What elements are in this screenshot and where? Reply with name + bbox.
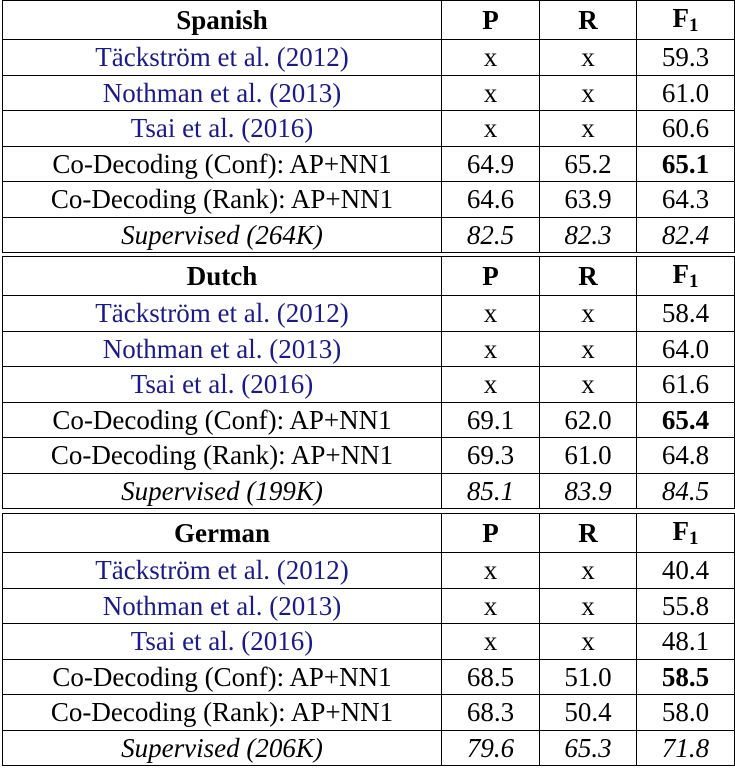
table-row — [3, 40, 735, 76]
precision-cell: x — [442, 296, 540, 332]
f1-header: F1 — [637, 1, 735, 40]
table-row — [3, 331, 735, 367]
f1-header: F1 — [637, 514, 735, 553]
f1-cell: 64.3 — [637, 182, 735, 218]
supervised-row — [3, 217, 735, 253]
precision-header: P — [442, 1, 540, 40]
method-cell: Co-Decoding (Rank): AP+NN1 — [3, 438, 442, 474]
table-row — [3, 111, 735, 147]
recall-cell: x — [540, 296, 637, 332]
table-row — [3, 402, 735, 438]
f1-cell: 82.4 — [637, 217, 735, 253]
precision-cell: 69.3 — [442, 438, 540, 474]
recall-header: R — [540, 257, 637, 296]
f1-best-cell: 65.4 — [637, 402, 735, 438]
precision-cell: 68.5 — [442, 659, 540, 695]
language-header: German — [3, 514, 442, 553]
method-cell: Nothman et al. (2013) — [3, 75, 442, 111]
recall-cell: 63.9 — [540, 182, 637, 218]
recall-cell: x — [540, 588, 637, 624]
f1-cell: 64.0 — [637, 331, 735, 367]
f1-cell: 84.5 — [637, 473, 735, 509]
f1-cell: 40.4 — [637, 553, 735, 589]
recall-cell: x — [540, 331, 637, 367]
method-cell: Co-Decoding (Conf): AP+NN1 — [3, 659, 442, 695]
recall-header: R — [540, 1, 637, 40]
method-cell: Co-Decoding (Rank): AP+NN1 — [3, 182, 442, 218]
recall-cell: 65.3 — [540, 730, 637, 766]
recall-cell: 65.2 — [540, 146, 637, 182]
table-row — [3, 367, 735, 403]
method-cell: Nothman et al. (2013) — [3, 588, 442, 624]
table-row — [3, 588, 735, 624]
method-cell: Co-Decoding (Conf): AP+NN1 — [3, 402, 442, 438]
precision-header: P — [442, 514, 540, 553]
recall-cell: x — [540, 367, 637, 403]
table-row — [3, 553, 735, 589]
recall-cell: x — [540, 553, 637, 589]
recall-cell: x — [540, 624, 637, 660]
method-cell: Supervised (264K) — [3, 217, 442, 253]
f1-cell: 71.8 — [637, 730, 735, 766]
f1-header: F1 — [637, 257, 735, 296]
precision-cell: x — [442, 367, 540, 403]
f1-cell: 64.8 — [637, 438, 735, 474]
recall-cell: 51.0 — [540, 659, 637, 695]
language-header: Dutch — [3, 257, 442, 296]
precision-cell: x — [442, 624, 540, 660]
recall-header: R — [540, 514, 637, 553]
f1-best-cell: 58.5 — [637, 659, 735, 695]
precision-cell: x — [442, 553, 540, 589]
precision-cell: 64.9 — [442, 146, 540, 182]
language-header: Spanish — [3, 1, 442, 40]
dutch-results-table — [2, 256, 735, 509]
precision-cell: 82.5 — [442, 217, 540, 253]
table-row — [3, 438, 735, 474]
precision-cell: x — [442, 588, 540, 624]
recall-cell: 50.4 — [540, 695, 637, 731]
method-cell: Co-Decoding (Conf): AP+NN1 — [3, 146, 442, 182]
supervised-row — [3, 730, 735, 766]
recall-cell: 62.0 — [540, 402, 637, 438]
precision-header: P — [442, 257, 540, 296]
table-row — [3, 695, 735, 731]
table-row — [3, 182, 735, 218]
precision-cell: 85.1 — [442, 473, 540, 509]
method-cell: Supervised (199K) — [3, 473, 442, 509]
method-cell: Tsai et al. (2016) — [3, 367, 442, 403]
table-row — [3, 624, 735, 660]
table-row — [3, 146, 735, 182]
precision-cell: 68.3 — [442, 695, 540, 731]
precision-cell: x — [442, 331, 540, 367]
f1-cell: 59.3 — [637, 40, 735, 76]
method-cell: Co-Decoding (Rank): AP+NN1 — [3, 695, 442, 731]
method-cell: Täckström et al. (2012) — [3, 553, 442, 589]
spanish-results-table — [2, 0, 735, 253]
method-cell: Täckström et al. (2012) — [3, 40, 442, 76]
precision-cell: 69.1 — [442, 402, 540, 438]
table-row — [3, 75, 735, 111]
table-row — [3, 659, 735, 695]
precision-cell: 64.6 — [442, 182, 540, 218]
f1-cell: 48.1 — [637, 624, 735, 660]
f1-cell: 58.4 — [637, 296, 735, 332]
recall-cell: 82.3 — [540, 217, 637, 253]
f1-cell: 55.8 — [637, 588, 735, 624]
german-results-table — [2, 513, 735, 766]
table-row — [3, 296, 735, 332]
header-row — [3, 1, 735, 40]
supervised-row — [3, 473, 735, 509]
precision-cell: 79.6 — [442, 730, 540, 766]
recall-cell: x — [540, 111, 637, 147]
precision-cell: x — [442, 75, 540, 111]
precision-cell: x — [442, 111, 540, 147]
recall-cell: 83.9 — [540, 473, 637, 509]
method-cell: Tsai et al. (2016) — [3, 111, 442, 147]
method-cell: Supervised (206K) — [3, 730, 442, 766]
recall-cell: 61.0 — [540, 438, 637, 474]
method-cell: Tsai et al. (2016) — [3, 624, 442, 660]
header-row — [3, 514, 735, 553]
f1-cell: 60.6 — [637, 111, 735, 147]
method-cell: Täckström et al. (2012) — [3, 296, 442, 332]
header-row — [3, 257, 735, 296]
precision-cell: x — [442, 40, 540, 76]
f1-cell: 61.0 — [637, 75, 735, 111]
recall-cell: x — [540, 40, 637, 76]
f1-best-cell: 65.1 — [637, 146, 735, 182]
f1-cell: 58.0 — [637, 695, 735, 731]
method-cell: Nothman et al. (2013) — [3, 331, 442, 367]
f1-cell: 61.6 — [637, 367, 735, 403]
recall-cell: x — [540, 75, 637, 111]
